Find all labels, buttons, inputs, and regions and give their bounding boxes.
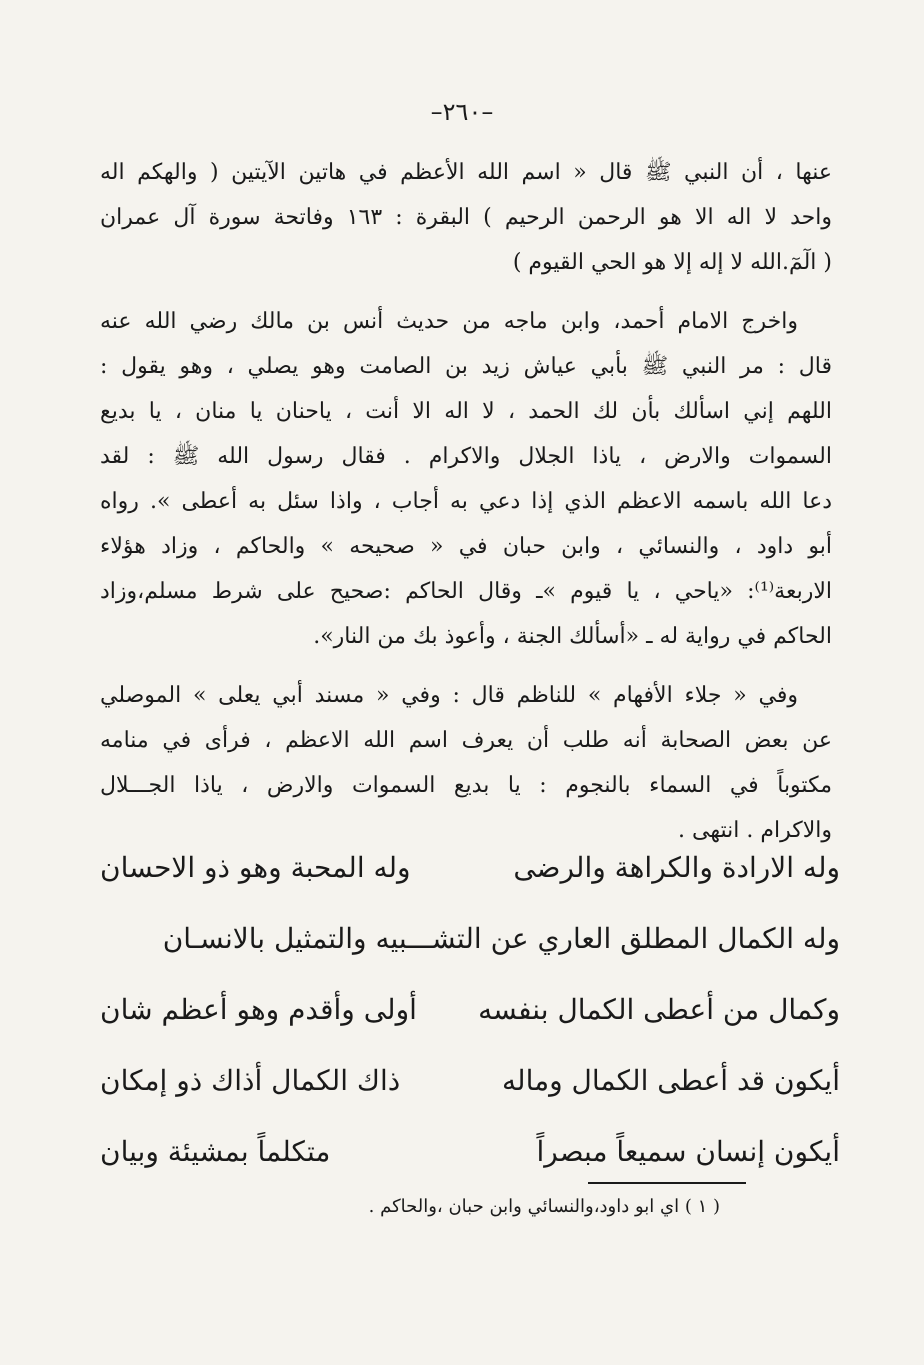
verse-first-hemistich: وله الارادة والكراهة والرضى (513, 851, 840, 884)
verse-full-line: وله الكمال المطلق العاري عن التشـــبيه والتمثيل بالانسـان (162, 922, 840, 955)
verse-first-hemistich: وكمال من أعطى الكمال بنفسه (478, 993, 840, 1026)
verse-second-hemistich: متكلماً بمشيئة وبيان (100, 1135, 331, 1168)
text-line: مكتوباً في السماء بالنجوم : يا بديع السموات والارض ، ياذا الجـــلال (100, 773, 832, 798)
text-line: السموات والارض ، ياذا الجلال والاكرام . فقال رسول الله ﷺ : لقد (100, 444, 832, 469)
page-number: –٢٦٠– (430, 98, 494, 126)
footnote-divider (588, 1182, 746, 1184)
verse-first-hemistich: أيكون إنسان سميعاً مبصراً (536, 1135, 840, 1168)
verse-second-hemistich: أولى وأقدم وهو أعظم شان (100, 993, 417, 1026)
text-line: ( الٓمٓ.الله لا إله إلا هو الحي القيوم ) (512, 250, 832, 275)
text-line: واخرج الامام أحمد، وابن ماجه من حديث أنس بن مالك رضي الله عنه (100, 309, 798, 334)
paragraph-3 (100, 673, 832, 853)
text-line: عن بعض الصحابة أنه طلب أن يعرف اسم الله الاعظم ، فرأى في منامه (100, 728, 832, 753)
paragraph-2 (100, 299, 832, 659)
text-line: وفي « جلاء الأفهام » للناظم قال : وفي « مسند أبي يعلى » الموصلي (100, 683, 798, 708)
footnote: ( ١ ) اي ابو داود،والنسائي وابن حبان ،والحاكم . (368, 1196, 720, 1217)
text-line: عنها ، أن النبي ﷺ قال « اسم الله الأعظم في هاتين الآيتين ( والهكم اله (100, 160, 832, 185)
poem-verse (100, 1045, 840, 1116)
text-line: واحد لا اله الا هو الرحمن الرحيم ) البقرة : ١٦٣ وفاتحة سورة آل عمران (100, 205, 832, 230)
poem-verse (100, 832, 840, 903)
prose-body (100, 150, 832, 867)
poem (100, 832, 840, 1187)
text-line: اللهم إني اسألك بأن لك الحمد ، لا اله الا أنت ، ياحنان يا منان ، يا بديع (100, 399, 832, 424)
paragraph-1 (100, 150, 832, 285)
text-line: والاكرام . انتهى . (678, 818, 832, 843)
poem-verse (100, 974, 840, 1045)
text-line: دعا الله باسمه الاعظم الذي إذا دعي به أجاب ، واذا سئل به أعطى ». رواه (100, 489, 832, 514)
text-line: قال : مر النبي ﷺ بأبي عياش زيد بن الصامت وهو يصلي ، وهو يقول : (100, 354, 832, 379)
verse-first-hemistich: أيكون قد أعطى الكمال وماله (502, 1064, 840, 1097)
text-line: الاربعة⁽¹⁾: «ياحي ، يا قيوم »ـ وقال الحاكم :صحيح على شرط مسلم،وزاد (100, 579, 832, 604)
poem-verse (100, 1116, 840, 1187)
verse-second-hemistich: ذاك الكمال أذاك ذو إمكان (100, 1064, 401, 1097)
poem-verse (100, 903, 840, 974)
text-line: أبو داود ، والنسائي ، وابن حبان في « صحيحه » والحاكم ، وزاد هؤلاء (100, 534, 832, 559)
text-line: الحاكم في رواية له ـ «أسألك الجنة ، وأعوذ بك من النار». (313, 624, 832, 649)
verse-second-hemistich: وله المحبة وهو ذو الاحسان (100, 851, 411, 884)
